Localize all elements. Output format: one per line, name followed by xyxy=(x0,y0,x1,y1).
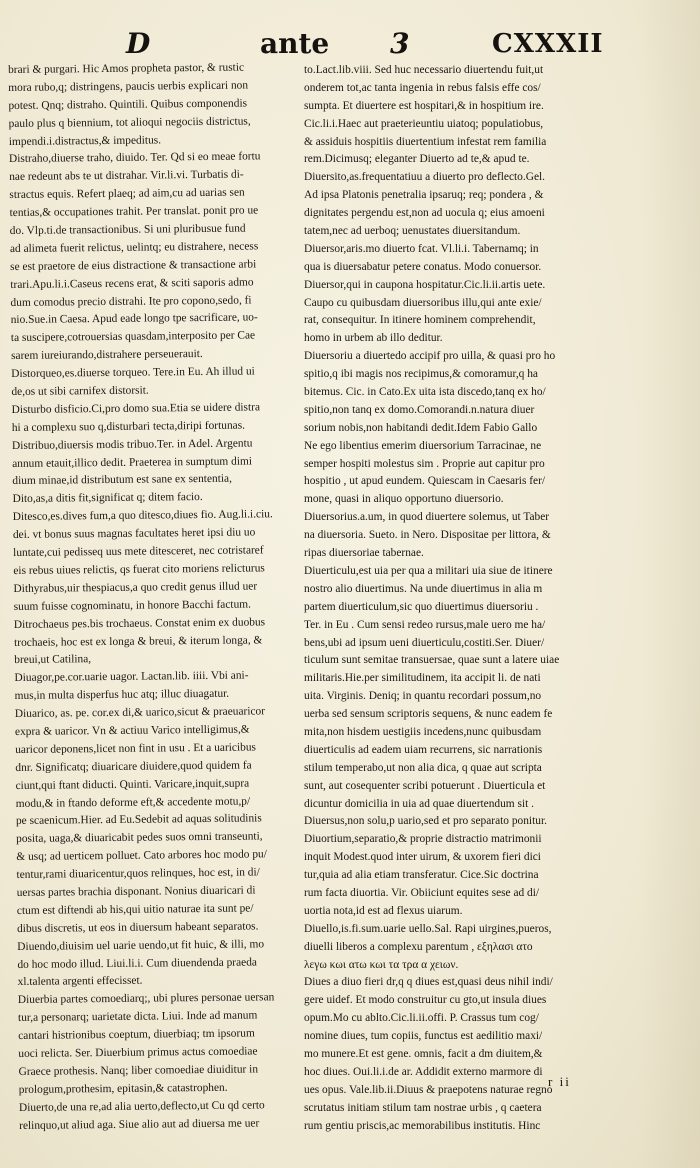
left-column-line: expra & uaricor. Vn & actiuu Varico intelligimus,& xyxy=(14,723,250,738)
right-column-line: onderem tot,ac tanta ingenia in rebus falsis effe cos/ xyxy=(304,81,541,94)
left-column-line: tur,a personarq; uarietate dicta. Liui. Inde ad manum xyxy=(17,1009,258,1025)
right-column-line: Ter. in Eu . Cum sensi redeo rursus,male uero me ha/ xyxy=(304,618,546,631)
right-column-line: spitio,non tanq ex domo.Comorandi.n.natura diuer xyxy=(304,403,535,416)
right-column-line: Diuerticulu,est uia per qua a militari uia siue de itinere xyxy=(304,564,553,577)
right-column-line: Cic.li.i.Haec aut praeterieuntiu uiatoq; populatiobus, xyxy=(304,117,544,130)
left-column-line: ad alimeta fuerit relictus, uelintq; eu distrahere, necess xyxy=(9,240,259,255)
left-column-line: Diuarico, as. pe. cor.ex di,& uarico,sicut & praeuaricor xyxy=(14,705,266,721)
left-column-line: uaricor deponens,licet non fint in usu . Et a uaricibus xyxy=(15,741,256,756)
left-column-line: tentias,& occupationes trahit. Per translat. ponit pro ue xyxy=(9,204,259,220)
right-column-line: semper hospiti molestus sim . Proprie aut capitur pro xyxy=(304,457,545,470)
left-column-line: cantari histrionibus coeptum, diuerbiaq; tm ipsorum xyxy=(18,1027,255,1043)
left-column-line: tentur,rami diuaricentur,quos relinques, hoc est, in di/ xyxy=(16,866,260,882)
left-column-line: trochaeis, hoc est ex longa & breui, & iterum longa, & xyxy=(14,633,263,649)
header-left-mark: D xyxy=(126,27,151,60)
right-column-line: uerba sed sensum scriptoris sequens, & nunc eadem fe xyxy=(304,708,553,721)
left-column-line: Distraho,diuerse traho, diuido. Ter. Qd si eo meae fortu xyxy=(8,150,261,166)
right-column-line: uortia nota,id est ad flexus uiarum. xyxy=(304,904,463,917)
right-column-line: rum facta diuortia. Vir. Obiiciunt equites sese ad di/ xyxy=(304,886,540,899)
right-column-line: bitemus. Cic. in Cato.Ex uita ista discedo,tanq ex ho/ xyxy=(304,386,546,399)
right-column-line: Diuersoriu a diuertedo accipif pro uilla, & quasi pro ho xyxy=(304,350,556,363)
right-column-line: to.Lact.lib.viii. Sed huc necessario diuertendu fuit,ut xyxy=(304,64,544,76)
right-column-line: inquit Modest.quod inter uirum, & uxorem fieri dici xyxy=(304,851,541,864)
header-signature: 3 xyxy=(390,27,410,60)
left-column-line: pe scaenicum.Hier. ad Eu.Sedebit ad aquas solitudinis xyxy=(15,812,262,828)
right-column-line: Ne ego libentius emerim diuersorium Tarracinae, ne xyxy=(304,439,542,452)
right-column-line: sorium nobis,non habitandi dedit.Idem Fabio Gallo xyxy=(304,421,538,434)
left-column-line: Diuagor,pe.cor.uarie uagor. Lactan.lib. iiii. Vbi ani- xyxy=(14,669,249,685)
left-column-line: prologum,prothesim, epitasin,& catastrophen. xyxy=(18,1081,228,1096)
right-column-line: nostro alio diuertimus. Na unde diuertimus in alia m xyxy=(304,582,543,595)
right-column-line: tatem,nec ad uerboq; uenustates diuersitandum. xyxy=(304,225,521,238)
right-column-line: militaris.Hie.per similitudinem, ita accipit li. de nati xyxy=(304,672,541,685)
left-column-line: nio.Sue.in Caesa. Apud eade longo tpe sacrificare, uo- xyxy=(10,311,258,327)
left-column-line: nae redeunt abs te ut distrahar. Vir.li.vi. Turbatis di- xyxy=(9,168,244,184)
right-column-line: Diuortium,separatio,& proprie distractio matrimonii xyxy=(304,833,542,846)
left-column-line: paulo plus q biennium, tot alioqui negociis districtus, xyxy=(8,115,251,130)
left-column-line: eis rebus uiues relictis, qs fuerat cito moriens relicturus xyxy=(13,562,265,577)
left-column-line: Ditesco,es.dives fum,a quo ditesco,diues fio. Aug.li.i.ciu. xyxy=(12,508,273,524)
left-column-line: mora rubo,q; distringens, paucis uerbis explicari non xyxy=(8,79,249,94)
left-column-line: Distribuo,diuersis modis tribuo.Ter. in Adel. Argentu xyxy=(11,437,253,452)
left-column-line: Ditrochaeus pes.bis trochaeus. Constat enim ex duobus xyxy=(13,615,266,631)
left-column-line: Diuendo,diuisim uel uarie uendo,ut fit huic, & illi, mo xyxy=(17,938,265,953)
left-column-line: brari & purgari. Hic Amos propheta pastor, & rustic xyxy=(8,61,245,76)
right-column-line: partem diuerticulum,sic quo diuertimus diuersoriu . xyxy=(304,600,539,613)
left-column-line: luntate,cui pedisseq uus mete ditesceret, nec cotristaref xyxy=(13,544,264,560)
right-column-line: gere uidef. Et modo construitur cu gto,ut insula diues xyxy=(304,994,547,1007)
right-column-line: opum.Mo cu ablto.Cic.li.ii.offi. P. Crassus tum cog/ xyxy=(304,1012,539,1025)
left-column-line: suum fuisse cognominatu, in honore Bacchi factum. xyxy=(13,598,252,613)
right-column-line: hospitio , ut apud eundem. Quiescam in Caesaris fer/ xyxy=(304,475,546,488)
left-column-line: stractus equis. Refert plaeq; ad aim,cu ad uarias sen xyxy=(9,186,245,202)
left-column-line: breui,ut Catilina, xyxy=(14,653,92,667)
left-column-line: ciunt,qui ftant diducti. Quinti. Varicare,inquit,supra xyxy=(15,777,250,792)
left-column-line: uoci relicta. Ser. Diuerbium primus actus comoediae xyxy=(18,1045,258,1060)
left-column-line: relinquo,ut aliud aga. Siue alio aut ad diuersa me uer xyxy=(19,1116,260,1132)
right-column-line: nomine diues, tum copiis, functus est aedilitio maxi/ xyxy=(304,1030,543,1043)
right-column-line: Diuersor,aris.mo diuerto fcat. Vl.li.i. Tabernamq; in xyxy=(304,242,539,255)
right-column-line: spitio,q ibi magis nos recipimus,& comoramur,q ha xyxy=(304,368,538,381)
left-column-line: modu,& in ftando deforme eft,& accedente motu,p/ xyxy=(15,795,251,810)
right-column-line: tur,quia ad alia etiam transferatur. Cice.Sic doctrina xyxy=(304,869,539,882)
left-column-line: se est praetore de eius distractione & transactione arbi xyxy=(10,258,257,273)
right-column-line: Diues a diuo fieri dr,q q diues est,quasi deus nihil indi/ xyxy=(304,976,553,989)
signature-mark: r ii xyxy=(548,1074,571,1089)
right-column-line: Ad ipsa Platonis penetralia ipsaruq; req; pondera , & xyxy=(304,189,544,202)
right-column-line: dignitates pergendu est,non ad uocula q; eius amoeni xyxy=(304,207,545,220)
right-column-line: mone, quasi in aliquo opportuno diuersorio. xyxy=(304,493,504,506)
left-column-line: & usq; ad uerticem polluet. Cato arbores hoc modo pu/ xyxy=(16,848,267,864)
right-column-line: Diuersor,qui in caupona hospitatur.Cic.li.ii.artis uete. xyxy=(304,278,546,291)
folio-number: CXXXII xyxy=(492,29,604,59)
left-column-line: dibus discretis, ut eos in diuersum habeant separatos. xyxy=(17,920,259,935)
page-edge-shadow xyxy=(640,0,700,1168)
right-column-line: na diuersoria. Sueto. in Nero. Dispositae per littora, & xyxy=(304,529,551,542)
left-column-line: dum comodus precio distrahi. Ite pro copono,sedo, fi xyxy=(10,294,252,309)
left-column-line: hi a complexu suo q,disturbari tecta,diripi fortunas. xyxy=(11,419,246,434)
left-column-line: trari.Apu.li.i.Caseus recens erat, & sciti saporis admo xyxy=(10,276,254,291)
right-column-line: sumpta. Et diuertere est hospitari,& in hospitium ire. xyxy=(304,99,544,112)
right-column-line: rat, consequitur. In itinere hominem comprehendit, xyxy=(304,314,536,327)
left-column-line: Dithyrabus,uir thespiacus,a quo credit genus illud uer xyxy=(13,580,258,595)
right-text-column xyxy=(304,62,616,1135)
right-column-line: & assiduis hospitiis diuertentium infestat rem familia xyxy=(304,135,547,148)
left-column-line: ta suscipere,cotrouersias quasdam,interposito per Cae xyxy=(10,329,256,345)
left-column-line: de,os ut sibi carnifex distorsit. xyxy=(11,384,149,399)
left-column-line: Graece prothesis. Nanq; liber comoediae diuiditur in xyxy=(18,1063,259,1078)
right-column-line: Caupo cu quibusdam diuersoribus illu,qui ante exie/ xyxy=(304,296,542,309)
right-column-line: qua is diuersabatur petere conatus. Modo conuersor. xyxy=(304,260,542,273)
left-column-line: Diuerto,de una re,ad alia uerto,deflecto,ut Cu qd certo xyxy=(18,1099,265,1114)
right-column-line: λεγω κωι ατω κωι τα τρα α χειων. xyxy=(304,958,459,971)
left-column-line: potest. Qnq; distraho. Quintili. Quibus componendis xyxy=(8,97,248,112)
right-column-line: Diuersorius.a.um, in quod diuertere solemus, ut Taber xyxy=(304,511,550,524)
left-column-line: posita, uaga,& diuaricabit pedes suos omni transeunti, xyxy=(16,830,263,846)
right-column-line: Diuersito,as.frequentatiuu a diuerto pro deflecto.Gel. xyxy=(304,171,546,184)
left-column-line: dei. vt bonus suus magnas facultates heret ipsi diu uo xyxy=(12,526,256,542)
right-column-line: uita. Virginis. Deniq; in quantu recordari possum,no xyxy=(304,690,542,703)
left-column-line: ctum est diftendi ab his,qui uitio naturae ita sunt pe/ xyxy=(16,902,254,917)
right-column-line: mita,non hisdem uestigiis incedens,nunc quibusdam xyxy=(304,725,542,738)
right-column-line: ticulum sunt semitae transuersae, quae sunt a latere uiae xyxy=(304,654,560,667)
left-column-line: do hoc modo illud. Liui.li.i. Cum diuendenda praeda xyxy=(17,955,257,971)
right-column-line: homo in urbem ab illo deditur. xyxy=(304,332,443,345)
right-column-line: scrutatus initiam stilum tam nostrae urbis , q caetera xyxy=(304,1101,542,1114)
left-column-line: xl.talenta argenti effecisset. xyxy=(17,975,143,989)
left-column-line: Disturbo disficio.Ci,pro domo sua.Etia se uidere distra xyxy=(11,401,261,416)
left-column-line: uersas partes brachia disponant. Nonius diuaricari di xyxy=(16,884,256,899)
right-column-line: Diuello,is.fi.sum.uarie uello.Sal. Rapi uirgines,pueros, xyxy=(304,922,552,935)
left-column-line: Diuerbia partes comoediarq;, ubi plures personae uersan xyxy=(17,991,275,1007)
left-column-line: sarem iureiurando,distrahere perseuerauit. xyxy=(11,348,203,363)
left-column-line: Dito,as,a ditis fit,significat q; ditem facio. xyxy=(12,491,203,506)
right-column-line: rum gentiu priscis,ac memorabilibus institutis. Hinc xyxy=(304,1119,541,1132)
left-column-line: mus,in multa disperfus huc atq; illuc diuagatur. xyxy=(14,687,230,703)
header-catchword: ante xyxy=(260,27,330,60)
right-column-line: Diuersus,non solu,p uario,sed et pro separato ponitur. xyxy=(304,815,547,828)
right-column-line: ues opus. Vale.lib.ii.Diuus & praepotens naturae regno xyxy=(304,1083,553,1096)
right-column-line: sunt, aut cosequenter scribi potuerunt . Diuerticula et xyxy=(304,779,546,792)
right-column-line: hoc diues. Oui.li.i.de ar. Addidit externo marmore di xyxy=(304,1065,543,1078)
left-column-line: dium minae,id distributum est sane ex sententia, xyxy=(12,473,232,488)
right-column-line: stilum temperabo,ut non alia dica, q quae aut scripta xyxy=(304,761,542,774)
right-column-line: dicuntur domicilia in uia ad quae diuertendum sit . xyxy=(304,797,534,810)
left-column-line: impendi.i.distractus,& impeditus. xyxy=(8,133,162,148)
left-column-line: annum etauit,illico dedit. Praeterea in sumptum dimi xyxy=(12,455,253,470)
right-column-line: rem.Dicimusq; eleganter Diuerto ad te,& apud te. xyxy=(304,153,530,166)
left-column-line: Distorqueo,es.diuerse torqueo. Tere.in Eu. Ah illud ui xyxy=(11,365,255,381)
left-column-line: dnr. Significatq; diuaricare diuidere,quod quidem fa xyxy=(15,759,252,774)
right-column-line: bens,ubi ad ipsum ueni diuerticulu,costiti.Ser. Diuer/ xyxy=(304,636,545,649)
right-column-line: diuelli liberos a complexu parentum , εξηλασι ατο xyxy=(304,940,533,953)
left-text-column xyxy=(8,59,304,1135)
left-column-line: do. Vlp.ti.de transactionibus. Si uni pluribusue fund xyxy=(9,222,246,238)
right-column-line: ripas diuersoriae tabernae. xyxy=(304,547,424,560)
right-column-line: diuerticulis ad eadem uiam recurrens, sic narrationis xyxy=(304,743,543,756)
right-column-line: mo munere.Et est gene. omnis, facit a dm diuitem,& xyxy=(304,1047,543,1060)
